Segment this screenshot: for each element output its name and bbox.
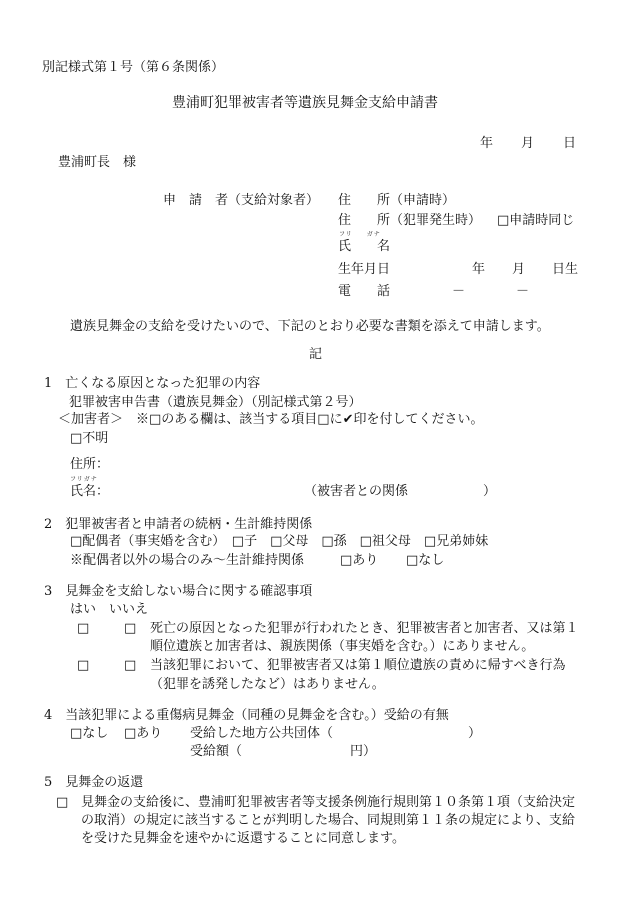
ki-heading: 記	[309, 347, 323, 362]
perp-name-ruby: フリガナ	[70, 476, 98, 483]
addressee: 豊浦町長 様	[58, 155, 137, 170]
item1-line1: 死亡の原因となった犯罪が行われたとき、犯罪被害者と加害者、又は第１	[150, 621, 579, 636]
gov-close: ）	[468, 726, 482, 741]
amount-open: 受給額（	[190, 744, 243, 759]
applicant-address-current: 住 所（申請時）	[338, 193, 456, 208]
relationship-options[interactable]: □配偶者（事実婚を含む） □子 □父母 □孫 □祖父母 □兄弟姉妹	[70, 534, 489, 549]
refund-line1: 見舞金の支給後に、豊浦町犯罪被害者等支援条例施行規則第１０条第１項（支給決定	[81, 795, 576, 810]
item2-yes-checkbox[interactable]: □	[77, 658, 90, 673]
item1-yes-checkbox[interactable]: □	[77, 621, 90, 636]
gov-open: 受給した地方公共団体（	[190, 726, 334, 741]
applicant-label: 申 請 者（支給対象者）	[163, 193, 320, 208]
yes-no-header: はい いいえ	[70, 602, 149, 617]
item1-line2: 順位遺族と加害者は、親族関係（事実婚を含む。）にありません。	[150, 639, 535, 654]
phone-separator-1: －	[452, 284, 466, 299]
perpetrator-note: ＜加害者＞ ※□のある欄は、該当する項目□に✔印を付してください。	[58, 412, 484, 427]
birth-month: 月	[512, 262, 526, 277]
unknown-checkbox[interactable]: □不明	[70, 431, 109, 446]
item2-no-checkbox[interactable]: □	[124, 658, 137, 673]
item2-line2: （犯罪を誘発したなど）はありません。	[150, 677, 385, 692]
birth-year: 年	[472, 262, 486, 277]
phone-separator-2: －	[516, 284, 530, 299]
same-as-current-checkbox[interactable]: □申請時同じ	[497, 213, 575, 228]
date-month: 月	[521, 136, 535, 151]
relation-close: ）	[483, 484, 497, 499]
section-1-heading: 1 亡くなる原因となった犯罪の内容	[44, 376, 261, 391]
applicant-name-label: 氏 名	[338, 239, 391, 254]
date-day: 日	[563, 136, 577, 151]
section-5-heading: 5 見舞金の返還	[44, 775, 144, 790]
livelihood-yes-checkbox[interactable]: □あり	[340, 553, 379, 568]
item1-no-checkbox[interactable]: □	[124, 621, 137, 636]
phone-label: 電 話	[338, 284, 391, 299]
refund-line3: を受けた見舞金を速やかに返還することに同意します。	[81, 831, 405, 846]
birth-day: 日生	[552, 262, 579, 277]
relation-open: （被害者との関係	[304, 484, 409, 499]
form-number: 別記様式第１号（第６条関係）	[42, 60, 225, 75]
section-2-heading: 2 犯罪被害者と申請者の続柄・生計維持関係	[44, 517, 313, 532]
livelihood-no-checkbox[interactable]: □なし	[406, 553, 445, 568]
intro-text: 遺族見舞金の支給を受けたいので、下記のとおり必要な書類を添えて申請します。	[70, 319, 550, 334]
livelihood-note: ※配偶者以外の場合のみ～生計維持関係	[70, 553, 305, 568]
refund-line2: の取消）の規定に該当することが判明した場合、同規則第１１条の規定により、支給	[81, 813, 576, 828]
perp-address-label: 住所：	[70, 457, 110, 472]
section-4-heading: 4 当該犯罪による重傷病見舞金（同種の見舞金を含む。）受給の有無	[44, 708, 449, 723]
birth-label: 生年月日	[338, 262, 391, 277]
compensation-none-checkbox[interactable]: □なし	[70, 726, 109, 741]
section-1-sub: 犯罪被害申告書（遺族見舞金）（別記様式第２号）	[69, 395, 362, 410]
date-year: 年	[480, 136, 494, 151]
item2-line1: 当該犯罪において、犯罪被害者又は第１順位遺族の責めに帰すべき行為	[150, 658, 566, 673]
refund-checkbox[interactable]: □	[56, 795, 69, 810]
form-title: 豊浦町犯罪被害者等遺族見舞金支給申請書	[172, 95, 438, 111]
section-3-heading: 3 見舞金を支給しない場合に関する確認事項	[44, 584, 313, 599]
compensation-exist-checkbox[interactable]: □あり	[124, 726, 163, 741]
perp-name-label: 氏名：	[70, 484, 110, 499]
applicant-address-crime: 住 所（犯罪発生時）	[338, 213, 482, 228]
applicant-name-ruby: フリ ガナ	[339, 231, 381, 238]
amount-close: 円）	[350, 744, 377, 759]
